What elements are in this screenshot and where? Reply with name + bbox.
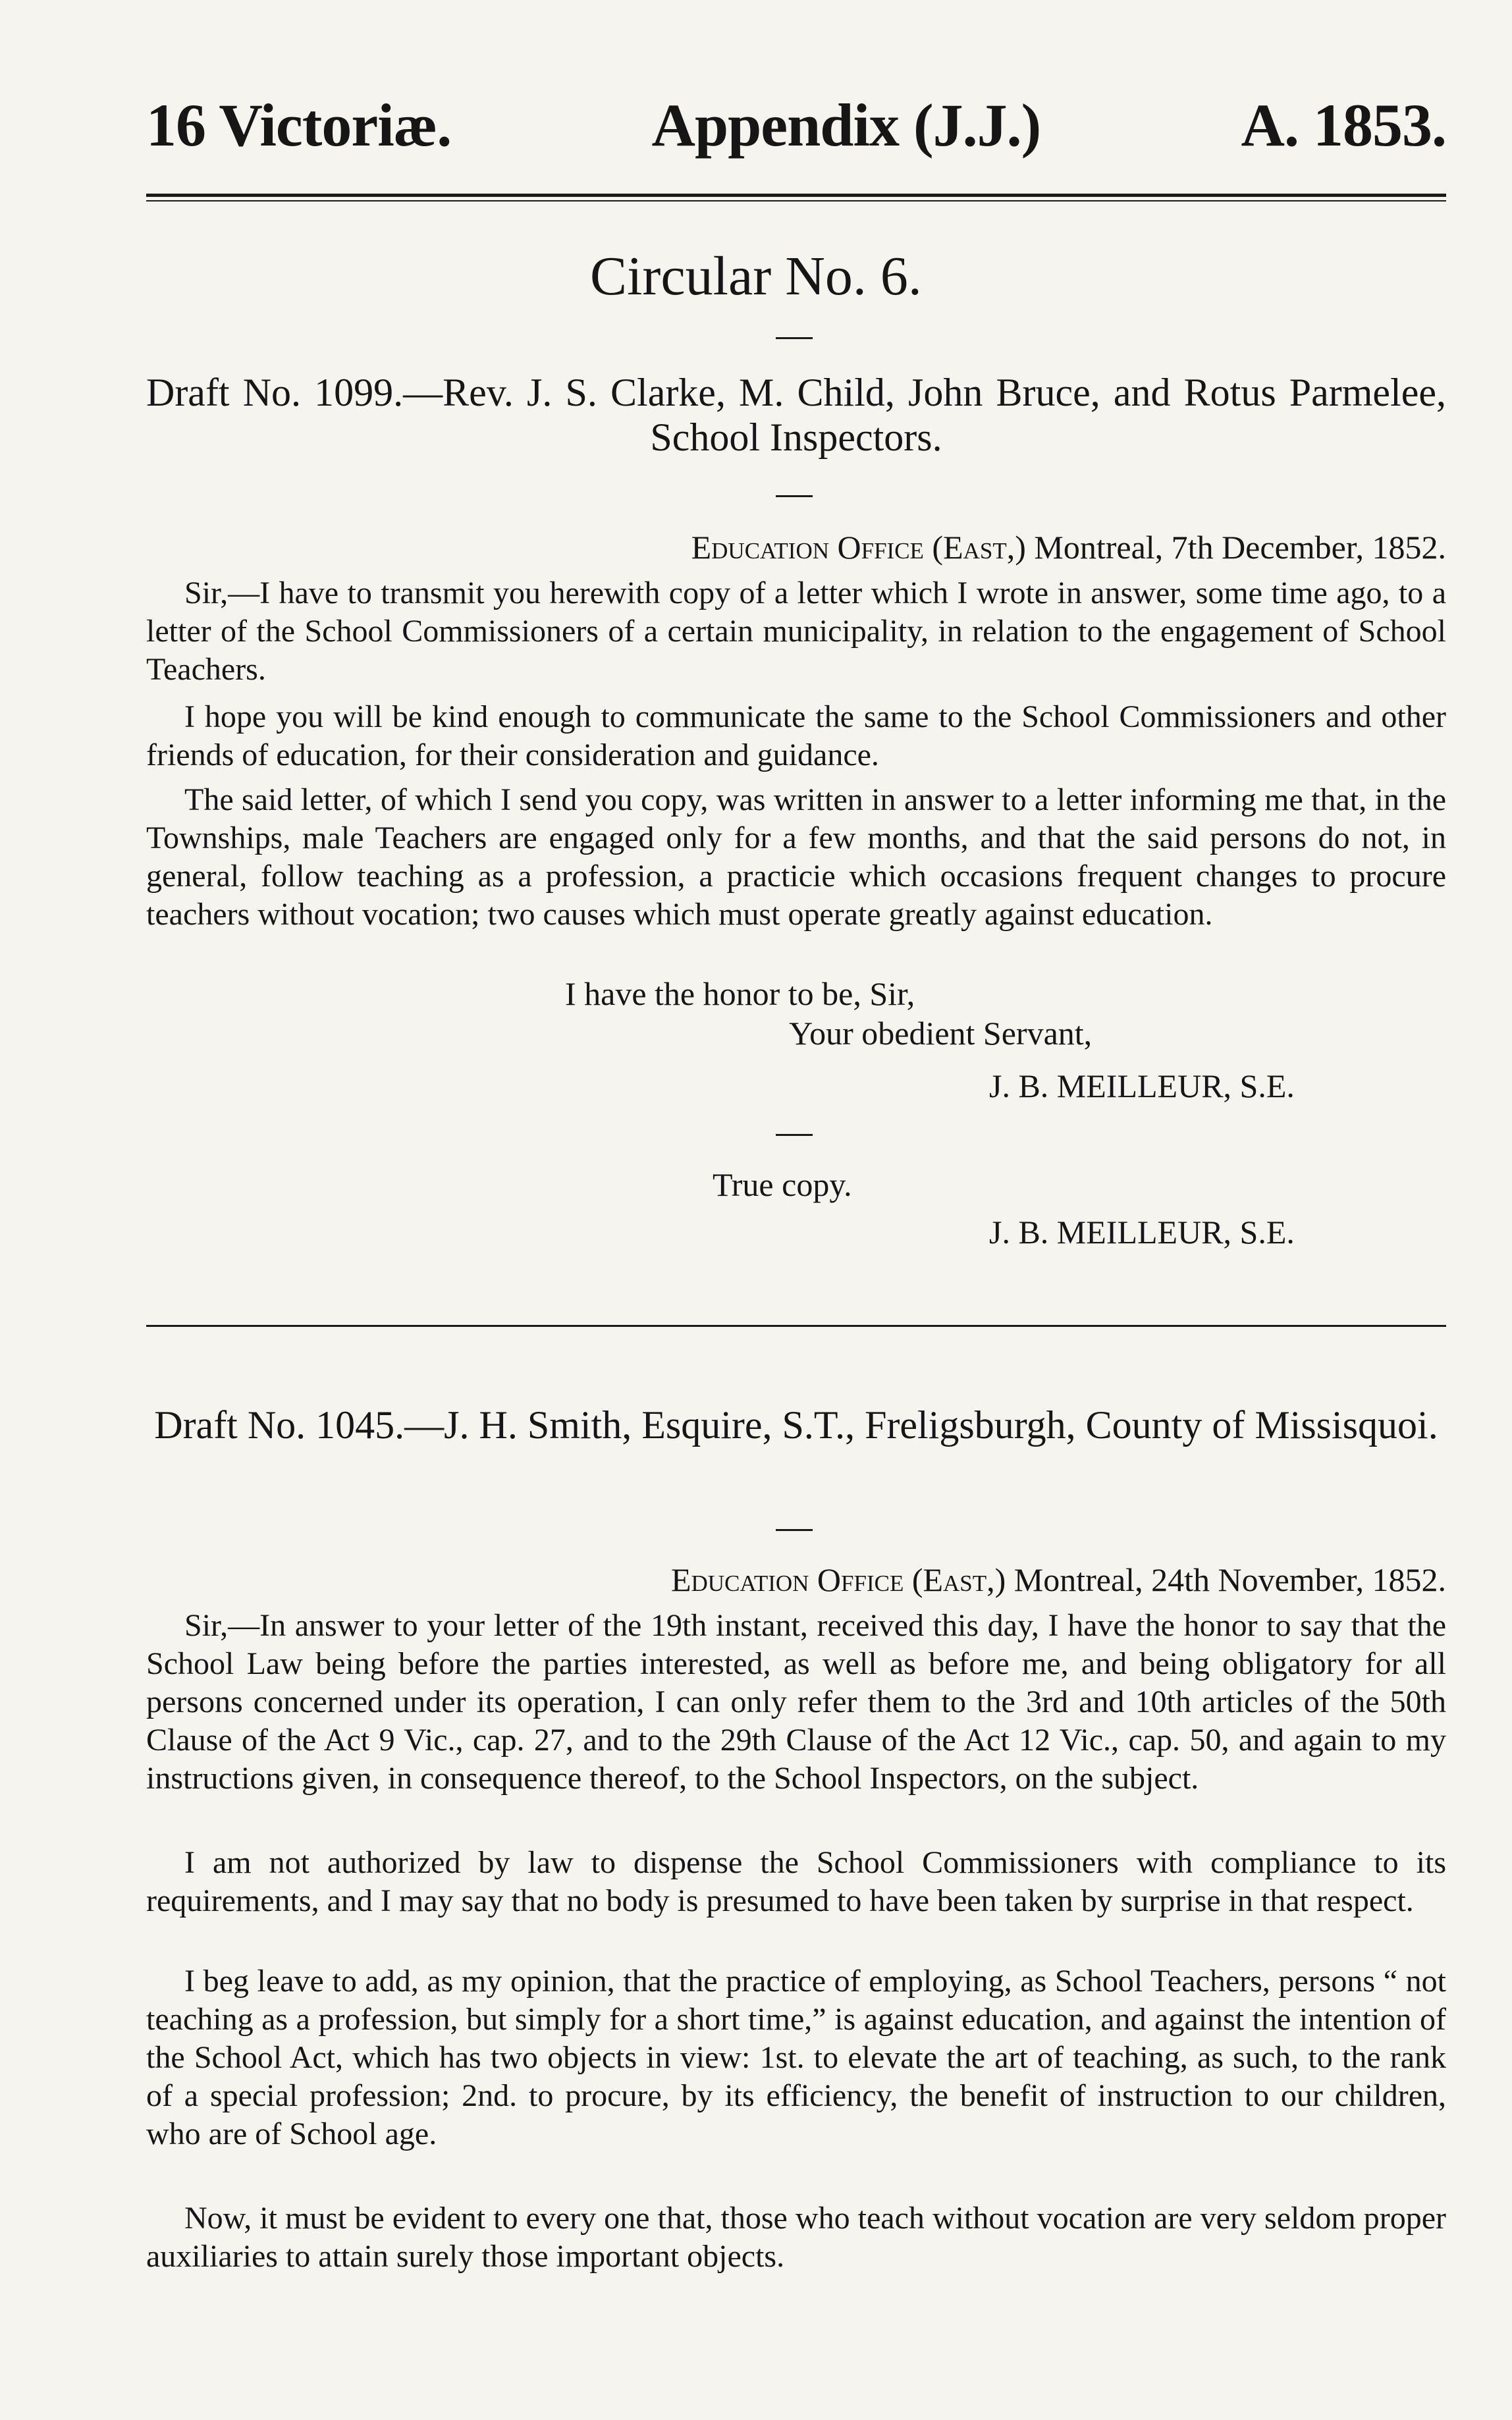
letter1-draft-heading: Draft No. 1099.—Rev. J. S. Clarke, M. Child, John Bruce, and Rotus Parmelee, School Inspectors. xyxy=(146,371,1446,459)
letter1-signature: J. B. MEILLEUR, S.E. xyxy=(989,1067,1295,1104)
letter1-true-copy: True copy. xyxy=(713,1166,852,1203)
letter2-paragraph-2: I am not authorized by law to dispense the School Commissioners with compliance to its requirements, and I may say that no body is presumed to have been taken by surprise in that respect. xyxy=(146,1845,1446,1918)
header-rule-thin xyxy=(146,200,1446,202)
letter1-paragraph-3: The said letter, of which I send you copy, was written in answer to a letter informing me that, in the Townships, male Teachers are engaged only for a few months, and that the said persons do not, in general, follow teaching as a profession, a practicie which occasions frequent changes to procure teachers without vocation; two causes which must operate greatly against education. xyxy=(146,782,1446,932)
divider-dash xyxy=(776,495,813,497)
letter1-closing: I have the honor to be, Sir, xyxy=(565,975,915,1012)
letter1-dateline-office: Education Office (East,) xyxy=(691,529,1026,566)
header-appendix: Appendix (J.J.) xyxy=(651,92,1041,159)
section-separator-rule xyxy=(146,1325,1446,1327)
header-regnal-year: 16 Victoriæ. xyxy=(146,92,452,159)
letter2-paragraph-3: I beg leave to add, as my opinion, that the practice of employing, as School Teachers, persons “ not teaching as a profession, but simply for a short time,” is against education, and against the intention of the School Act, which has two objects in view: 1st. to elevate the art of teaching, as such, to the rank of a special profession; 2nd. to procure, by its efficiency, the benefit of instruction to our children, who are of School age. xyxy=(146,1964,1446,2151)
circular-title: Circular No. 6. xyxy=(590,246,922,307)
letter2-paragraph-4: Now, it must be evident to every one that, those who teach without vocation are very seldom proper auxiliaries to attain surely those important objects. xyxy=(146,2201,1446,2274)
header-year: A. 1853. xyxy=(1241,92,1446,159)
header-rule-thick xyxy=(146,194,1446,197)
letter1-paragraph-1: Sir,—I have to transmit you herewith copy of a letter which I wrote in answer, some time ago, to a letter of the School Commissioners of a certain municipality, in relation to the engagement of School Teachers. xyxy=(146,576,1446,687)
running-header xyxy=(146,92,1446,158)
letter2-dateline xyxy=(671,1561,1446,1599)
letter1-dateline xyxy=(691,528,1446,566)
letter2-draft-heading: Draft No. 1045.—J. H. Smith, Esquire, S.T., Freligsburgh, County of Missisquoi. xyxy=(154,1403,1438,1447)
letter1-paragraph-2: I hope you will be kind enough to communicate the same to the School Commissioners and other friends of education, for their consideration and guidance. xyxy=(146,699,1446,772)
letter1-dateline-place-date: Montreal, 7th December, 1852. xyxy=(1025,529,1446,566)
divider-dash xyxy=(776,1529,813,1531)
letter1-signature-copy: J. B. MEILLEUR, S.E. xyxy=(989,1214,1295,1250)
divider-dash xyxy=(776,1134,813,1136)
letter2-paragraph-1: Sir,—In answer to your letter of the 19th instant, received this day, I have the honor to say that the School Law being before the parties interested, as well as before me, and being obligatory for all persons concerned under its operation, I can only refer them to the 3rd and 10th articles of the 50th Clause of the Act 9 Vic., cap. 27, and to the 29th Clause of the Act 12 Vic., cap. 50, and again to my instructions given, in consequence thereof, to the School Inspectors, on the subject. xyxy=(146,1608,1446,1796)
letter1-servant: Your obedient Servant, xyxy=(789,1015,1093,1052)
letter2-dateline-place-date: Montreal, 24th November, 1852. xyxy=(1006,1561,1446,1598)
letter2-dateline-office: Education Office (East,) xyxy=(670,1561,1006,1598)
divider-dash xyxy=(776,337,813,339)
